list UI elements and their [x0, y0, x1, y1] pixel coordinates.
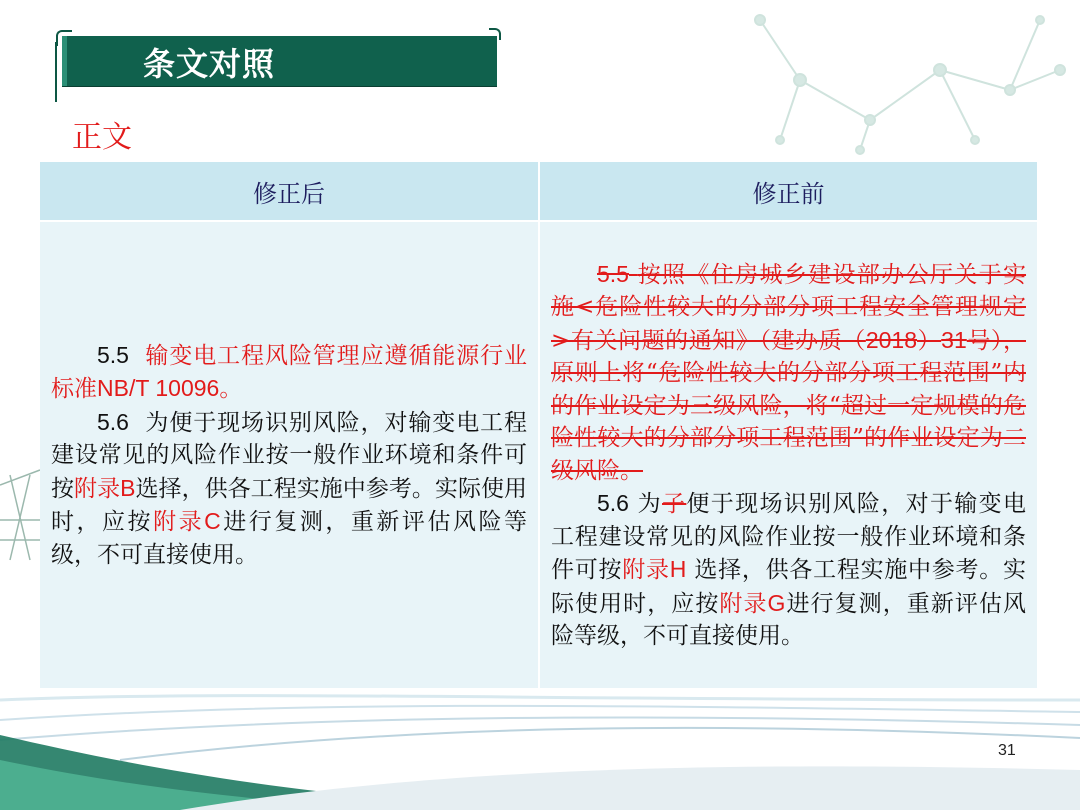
- appendix-letter: C: [204, 508, 221, 535]
- header-before: 修正前: [539, 162, 1037, 221]
- appendix-letter: H: [669, 556, 687, 582]
- clause-text: 为: [637, 491, 663, 517]
- appendix-ref: 附录: [74, 475, 121, 502]
- banner-rule: [55, 42, 57, 102]
- clause-text: 为便于现场识别风险，对输变电工程建设常见的风险作业按一般作业环境和条件可按: [51, 409, 528, 502]
- table-header-row: [40, 162, 1037, 221]
- appendix-ref: 附录: [622, 557, 670, 583]
- before-text: [541, 258, 1036, 653]
- clause-text: 选择，供各工程实施中参考。实际使用时，应按: [551, 557, 1027, 617]
- clause-5-6-before: [551, 487, 1026, 653]
- clause-number: 5.5: [97, 341, 129, 368]
- section-label: 正文: [72, 120, 132, 155]
- slide-title: 条文对照: [143, 45, 276, 83]
- deleted-text: 按照《住房城乡建设部办公厅关于实施<危险性较大的分部分项工程安全管理规定>有关问题的通知》（建办质（: [551, 261, 1027, 354]
- deleted-text: ）: [917, 327, 942, 354]
- bottom-swoosh: [0, 696, 1080, 810]
- page-number: 31: [998, 742, 1016, 759]
- standard-code: NB/T 10096: [97, 375, 220, 402]
- network-graphic: [755, 15, 1065, 154]
- clause-text: 进行复测，重新评估风险等级，不可直接使用。: [551, 590, 1027, 649]
- clause-text: 便于现场识别风险，对于输变电工程建设常见的风险作业按一般作业环境和条件可按: [551, 491, 1027, 583]
- banner-corner-left: [56, 30, 72, 46]
- banner-corner-right: [489, 28, 501, 40]
- title-banner: [62, 36, 497, 86]
- clause-number: 5.5: [597, 260, 629, 287]
- deleted-number: 31: [941, 326, 967, 353]
- table-row: [40, 221, 1037, 688]
- comparison-table: [40, 162, 1037, 688]
- appendix-letter: B: [120, 474, 136, 501]
- header-after: 修正后: [40, 162, 539, 221]
- clause-number: 5.6: [97, 408, 129, 435]
- clause-5-5-before-deleted: [551, 258, 1026, 488]
- cell-before: [539, 221, 1037, 688]
- appendix-ref: 附录: [153, 509, 205, 536]
- power-tower-graphic: [0, 470, 40, 560]
- clause-number: 5.6: [597, 490, 629, 516]
- clause-text: 选择，供各工程实施中参考。实际使用时，应按: [51, 475, 528, 536]
- deleted-char: 子: [662, 491, 687, 517]
- after-text: [41, 339, 537, 572]
- cell-after: [40, 221, 539, 688]
- appendix-ref: 附录: [719, 590, 768, 617]
- appendix-letter: G: [767, 589, 786, 616]
- deleted-year: 2018: [865, 326, 918, 353]
- clause-5-5-after: [51, 339, 527, 406]
- deleted-text: 号），原则上将“危险性较大的分部分项工程范围”内的作业设定为三级风险，将“超过一定规模的危险性较大的分部分项工程范围”的作业设定为二级风险。: [551, 327, 1026, 484]
- clause-text: 进行复测，重新评估风险等级，不可直接使用。: [51, 509, 528, 568]
- clause-text: 。: [219, 376, 243, 403]
- clause-5-6-after: [51, 406, 527, 572]
- clause-text: 输变电工程风险管理应遵循能源行业标准: [51, 342, 528, 403]
